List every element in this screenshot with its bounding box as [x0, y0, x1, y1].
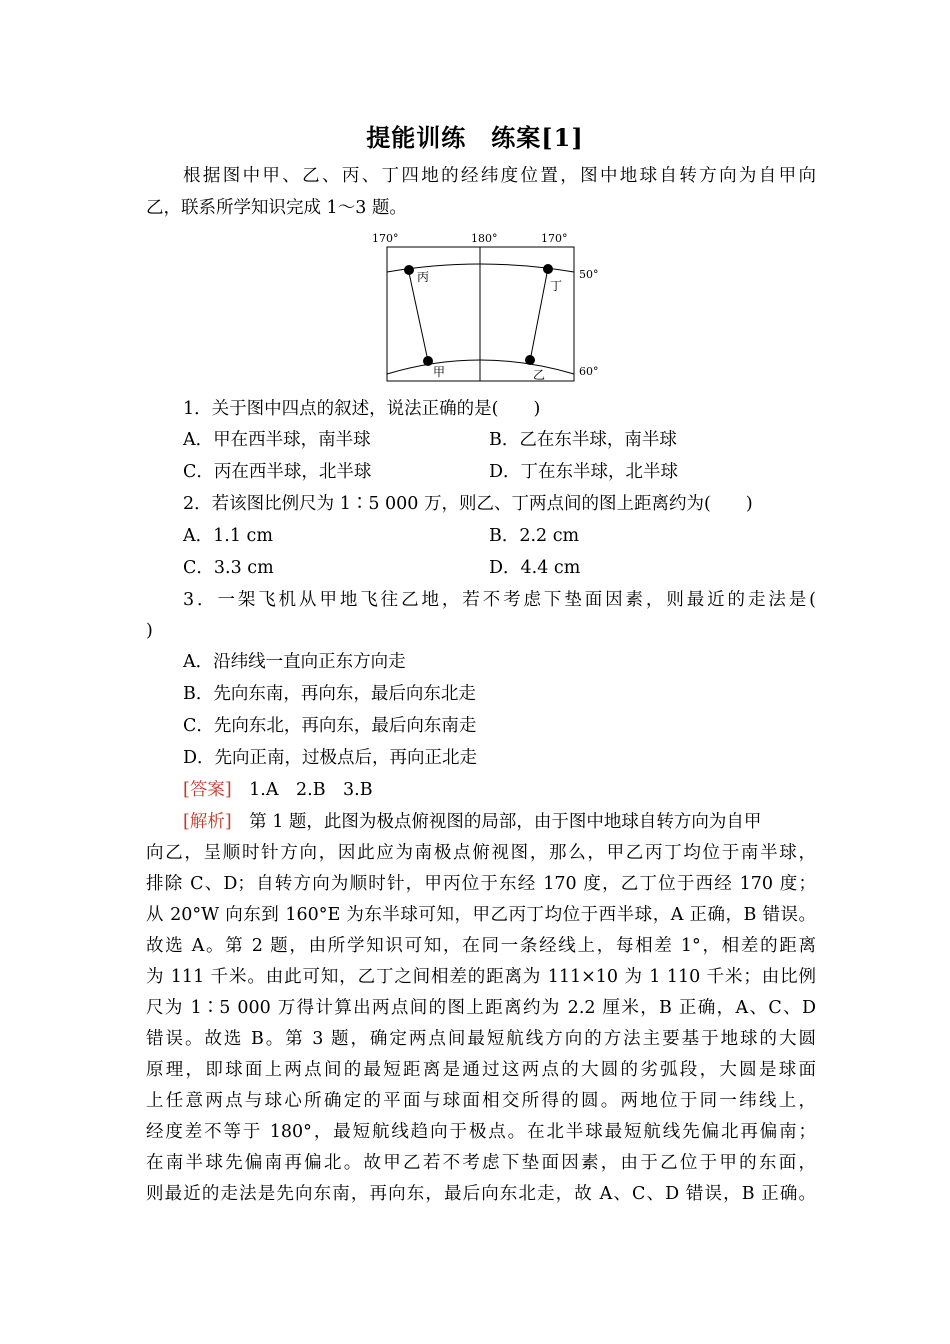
lat-label-top: 50° — [579, 268, 599, 281]
answer-text: 1.A 2.B 3.B — [231, 780, 373, 800]
analysis-line-8: 错误。故选 B。第 3 题，确定两点间最短航线方向的方法主要基于地球的大圆 — [146, 1029, 816, 1049]
analysis-line-2: 向乙，呈顺时针方向，因此应为南极点俯视图，那么，甲乙丙丁均位于南半球， — [146, 843, 816, 863]
point-ding — [543, 264, 553, 274]
point-label-yi: 乙 — [533, 368, 546, 382]
meridian-170-right — [530, 268, 548, 361]
point-label-ding: 丁 — [550, 279, 563, 293]
q2-option-a: A．1.1 cm — [183, 526, 273, 546]
analysis-line-10: 上任意两点与球心所确定的平面与球面相交所得的圆。两地位于同一纬线上， — [146, 1091, 816, 1111]
analysis-line-3: 排除 C、D；自转方向为顺时针，甲丙位于东经 170 度，乙丁位于西经 170 度； — [146, 874, 816, 894]
analysis-line-5: 故选 A。第 2 题，由所学知识可知，在同一条经线上，每相差 1°，相差的距离 — [146, 936, 816, 956]
lon-label-left: 170° — [372, 232, 399, 245]
intro-line-2: 乙，联系所学知识完成 1～3 题。 — [146, 198, 407, 218]
analysis-line-11: 经度差不等于 180°，最短航线趋向于极点。在北半球最短航线先偏北再偏南； — [146, 1122, 816, 1142]
analysis-line-13: 则最近的走法是先向东南，再向东，最后向东北走，故 A、C、D 错误，B 正确。 — [146, 1184, 816, 1204]
q3-stem-line-1: 3．一架飞机从甲地飞往乙地，若不考虑下垫面因素，则最近的走法是( — [183, 590, 816, 610]
q1-option-d: D．丁在东半球，北半球 — [489, 462, 679, 482]
answer-line — [183, 774, 853, 806]
q1-option-c: C．丙在西半球，北半球 — [183, 462, 372, 482]
page-title: 提能训练 练案[1] — [366, 123, 584, 152]
point-label-bing: 丙 — [417, 270, 430, 284]
analysis-tag: [解析] — [183, 812, 232, 832]
q2-option-b: B．2.2 cm — [489, 526, 580, 546]
q2-stem: 2．若该图比例尺为 1∶5 000 万，则乙、丁两点间的图上距离约为( ) — [183, 494, 753, 514]
graticule-figure — [370, 228, 610, 388]
analysis-line-7: 尺为 1∶5 000 万得计算出两点间的图上距离约为 2.2 厘米，B 正确，A、C、D — [146, 998, 816, 1018]
lon-label-mid: 180° — [471, 232, 498, 245]
point-bing — [404, 265, 414, 275]
point-yi — [525, 355, 535, 365]
lon-label-right: 170° — [541, 232, 568, 245]
q2-option-c: C．3.3 cm — [183, 558, 274, 578]
analysis-line-4: 从 20°W 向东到 160°E 为东半球可知，甲乙丙丁均位于西半球，A 正确，B 错误。 — [146, 905, 816, 925]
analysis-line-6: 为 111 千米。由此可知，乙丁之间相差的距离为 111×10 为 1 110 千米；由比例 — [146, 967, 816, 987]
point-jia — [423, 356, 433, 366]
lat-label-bottom: 60° — [579, 365, 599, 378]
q3-option-d: D．先向正南，过极点后，再向正北走 — [183, 748, 478, 768]
q3-option-c: C．先向东北，再向东，最后向东南走 — [183, 716, 477, 736]
q3-stem-line-2: ) — [146, 621, 153, 641]
q3-option-b: B．先向东南，再向东，最后向东北走 — [183, 684, 476, 704]
q3-option-a: A．沿纬线一直向正东方向走 — [183, 652, 406, 672]
q1-option-a: A．甲在西半球，南半球 — [183, 430, 371, 450]
q2-option-d: D．4.4 cm — [489, 558, 581, 578]
analysis-line-1 — [183, 806, 816, 838]
answer-tag: [答案] — [183, 780, 232, 800]
analysis-text-1: 第 1 题，此图为极点俯视图的局部，由于图中地球自转方向为自甲 — [231, 812, 762, 832]
point-label-jia: 甲 — [433, 365, 446, 379]
intro-line-1: 根据图中甲、乙、丙、丁四地的经纬度位置，图中地球自转方向为自甲向 — [183, 166, 816, 186]
q1-stem: 1．关于图中四点的叙述，说法正确的是( ) — [183, 399, 541, 419]
analysis-line-12: 在南半球先偏南再偏北。故甲乙若不考虑下垫面因素，由于乙位于甲的东面， — [146, 1153, 816, 1173]
q1-option-b: B．乙在东半球，南半球 — [489, 430, 677, 450]
analysis-line-9: 原理，即球面上两点间的最短距离是通过这两点的大圆的劣弧段，大圆是球面 — [146, 1060, 816, 1080]
